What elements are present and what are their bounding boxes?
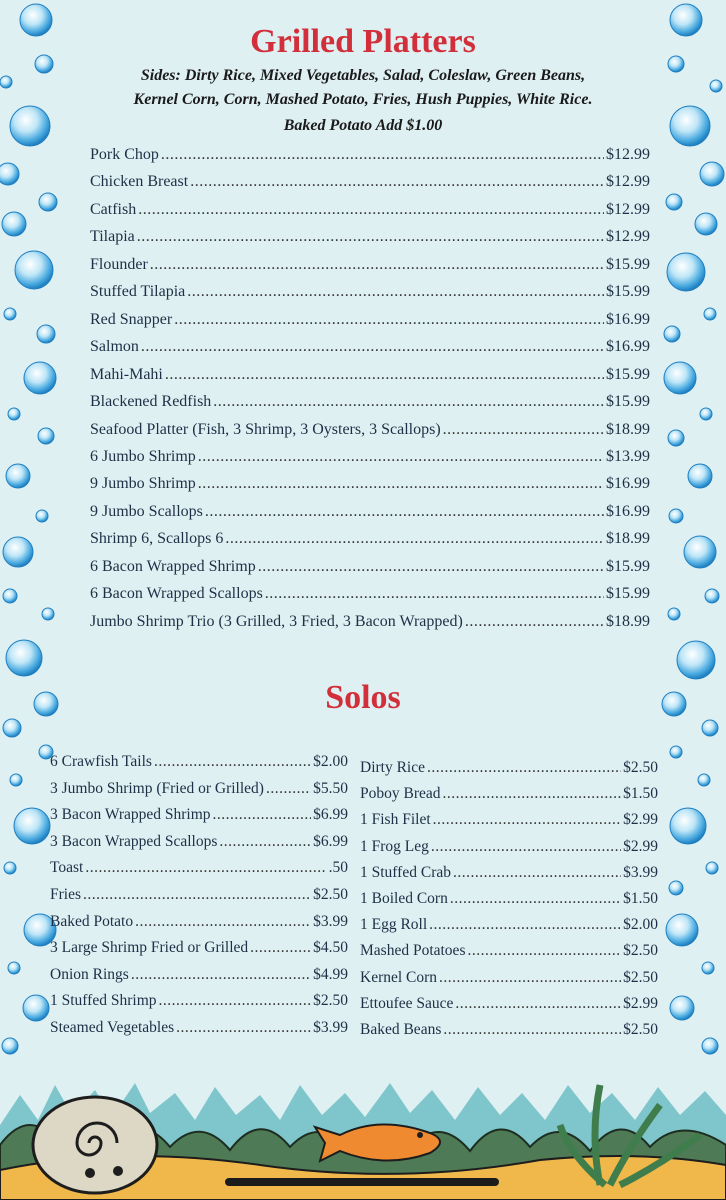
menu-item [360,889,658,909]
menu-item [90,612,650,632]
dot-leader [165,365,604,385]
dot-leader [174,310,604,330]
menu-item-price: $16.99 [606,310,650,328]
menu-item [90,557,650,577]
menu-item-price: $13.99 [606,447,650,465]
sides-line-3: Baked Potato Add $1.00 [283,117,443,134]
menu-item-name: Baked Potato [50,912,134,930]
menu-item-price: $2.50 [313,992,348,1010]
menu-item-price: $2.99 [623,837,658,855]
menu-item [90,172,650,192]
menu-item [90,337,650,357]
menu-item [360,863,658,883]
menu-item-name: Mahi-Mahi [90,365,163,383]
menu-item [50,885,348,905]
menu-item-name: Flounder [90,255,148,273]
menu-item-price: $16.99 [606,475,650,493]
dot-leader [85,858,326,878]
menu-item-name: Seafood Platter (Fish, 3 Shrimp, 3 Oysters, 3 Scallops) [90,420,441,438]
menu-item-name: Chicken Breast [90,173,189,191]
dot-leader [135,912,311,932]
menu-item-price: $4.99 [313,965,348,983]
menu-item-price: $15.99 [606,557,650,575]
menu-item [90,282,650,302]
menu-item-price: $3.99 [313,1019,348,1036]
menu-item-name: Ettoufee Sauce [360,994,454,1012]
menu-item-name: 6 Jumbo Shrimp [90,447,196,465]
dot-leader [443,784,622,804]
menu-item-price: $15.99 [606,365,650,383]
menu-item-name: Tilapia [90,228,135,246]
dot-leader [427,758,621,778]
menu-item-name: 6 Bacon Wrapped Shrimp [90,557,256,575]
menu-item-name: Kernel Corn [360,968,438,986]
dot-leader [198,474,604,494]
dot-leader [198,447,604,467]
dot-leader [213,392,604,412]
menu-item-price: $2.99 [623,994,658,1012]
menu-item-price: .50 [328,859,348,877]
sides-line-1: Sides: Dirty Rice, Mixed Vegetables, Salad, Coleslaw, Green Beans, [140,67,586,84]
menu-item [50,991,348,1011]
dot-leader [154,752,311,772]
dot-leader [450,889,621,909]
solos-title: Solos [325,679,401,716]
menu-item [90,420,650,440]
menu-item-price: $12.99 [606,173,650,191]
dot-leader [453,863,621,883]
dot-leader [433,810,621,830]
menu-item [90,145,650,165]
dot-leader [467,941,621,961]
menu-item-name: 1 Stuffed Crab [360,863,451,881]
menu-item-price: $6.99 [313,832,348,850]
dot-leader [190,172,604,192]
menu-item [50,938,348,958]
menu-item-name: Dirty Rice [360,759,425,776]
dot-leader [266,779,311,799]
menu-item [50,912,348,932]
menu-item-name: Pork Chop [90,146,159,163]
menu-item-name: 9 Jumbo Scallops [90,502,203,520]
dot-leader [431,837,621,857]
menu-item-name: 1 Fish Filet [360,811,431,829]
dot-leader [137,227,604,247]
menu-item-price: $12.99 [606,200,650,218]
menu-item-price: $15.99 [606,283,650,301]
dot-leader [429,915,621,935]
dot-leader [159,991,312,1011]
menu-item-price: $18.99 [606,612,650,630]
menu-item-name: 1 Boiled Corn [360,890,448,907]
menu-item-name: 6 Bacon Wrapped Scallops [90,585,263,603]
menu-item [50,832,348,852]
menu-item-price: $2.50 [623,942,658,960]
menu-item [90,392,650,412]
menu-item [360,810,658,830]
menu-item-name: 3 Bacon Wrapped Scallops [50,832,218,850]
dot-leader [443,1020,621,1040]
dot-leader [265,584,604,604]
menu-item-price: $2.50 [623,968,658,986]
menu-item-name: Catfish [90,200,137,218]
menu-item [50,858,348,878]
menu-item-price: $2.00 [313,753,348,770]
dot-leader [465,612,604,632]
menu-item-name: 1 Stuffed Shrimp [50,992,157,1010]
menu-item-name: Blackened Redfish [90,393,212,411]
menu-item [90,310,650,330]
menu-item [90,200,650,220]
dot-leader [161,145,604,165]
sides-line-2: Kernel Corn, Corn, Mashed Potato, Fries, Hush Puppies, White Rice. [133,91,593,108]
menu-item-price: $1.50 [623,785,658,803]
dot-leader [443,420,604,440]
menu-item-name: Salmon [90,338,139,356]
menu-item-name: Onion Rings [50,965,129,983]
menu-item-price: $16.99 [606,338,650,356]
menu-item [360,784,658,804]
menu-item-price: $1.50 [623,890,658,907]
dot-leader [205,502,604,522]
menu-item-name: Jumbo Shrimp Trio (3 Grilled, 3 Fried, 3 Bacon Wrapped) [90,612,463,630]
menu-item-name: 3 Jumbo Shrimp (Fried or Grilled) [50,779,264,797]
menu-item-name: Steamed Vegetables [50,1019,175,1036]
menu-item-name: Toast [50,859,84,877]
menu-item-name: Mashed Potatoes [360,942,466,960]
menu-item-price: $15.99 [606,585,650,603]
menu-item-name: 3 Bacon Wrapped Shrimp [50,806,211,824]
menu-item-price: $12.99 [606,146,650,163]
menu-item [50,752,348,772]
menu-item-price: $18.99 [606,420,650,438]
dot-leader [219,832,311,852]
menu-item [360,941,658,961]
menu-item-price: $2.50 [623,759,658,776]
menu-item-name: Stuffed Tilapia [90,283,186,301]
menu-item-name: 6 Crawfish Tails [50,753,152,770]
menu-item [360,758,658,778]
menu-item [90,529,650,549]
dot-leader [258,557,604,577]
grilled-platters-title: Grilled Platters [250,23,476,60]
dot-leader [439,968,621,988]
dot-leader [131,965,311,985]
menu-item [90,502,650,522]
dot-leader [83,885,311,905]
dot-leader [141,337,604,357]
menu-item-price: $2.50 [623,1021,658,1038]
menu-item-price: $2.00 [623,916,658,934]
menu-item-price: $12.99 [606,228,650,246]
menu-item [50,1018,348,1038]
menu-item [360,837,658,857]
menu-item-name: Shrimp 6, Scallops 6 [90,530,224,548]
menu-item-name: Fries [50,886,81,903]
menu-item-price: $18.99 [606,530,650,548]
menu-item-name: 1 Egg Roll [360,916,428,934]
menu-item-price: $6.99 [313,806,348,824]
menu-item [50,965,348,985]
menu-item-name: 3 Large Shrimp Fried or Grilled [50,939,249,957]
menu-item [360,915,658,935]
dot-leader [176,1018,311,1038]
menu-item-name: 9 Jumbo Shrimp [90,475,196,493]
menu-item-name: Baked Beans [360,1021,442,1038]
dot-leader [250,938,311,958]
menu-item-price: $5.50 [313,779,348,797]
menu-item-price: $16.99 [606,502,650,520]
dot-leader [213,805,312,825]
home-indicator[interactable] [225,1178,499,1186]
menu-item-price: $3.99 [313,912,348,930]
dot-leader [187,282,604,302]
menu-item-price: $2.50 [313,886,348,903]
menu-item-name: Poboy Bread [360,785,441,803]
menu-item-price: $2.99 [623,811,658,829]
menu-item [50,779,348,799]
dot-leader [225,529,604,549]
menu-item [90,255,650,275]
menu-item [90,227,650,247]
menu-item-name: 1 Frog Leg [360,837,429,855]
dot-leader [150,255,604,275]
menu-item-price: $15.99 [606,393,650,411]
menu-item [360,994,658,1014]
menu-item-price: $3.99 [623,863,658,881]
menu-item-name: Red Snapper [90,310,173,328]
menu-item-price: $15.99 [606,255,650,273]
menu-item [90,365,650,385]
menu-item [90,584,650,604]
menu-item [90,474,650,494]
menu-item [90,447,650,467]
dot-leader [455,994,621,1014]
dot-leader [138,200,604,220]
menu-item-price: $4.50 [313,939,348,957]
menu-item [360,968,658,988]
menu-item [360,1020,658,1040]
menu-item [50,805,348,825]
